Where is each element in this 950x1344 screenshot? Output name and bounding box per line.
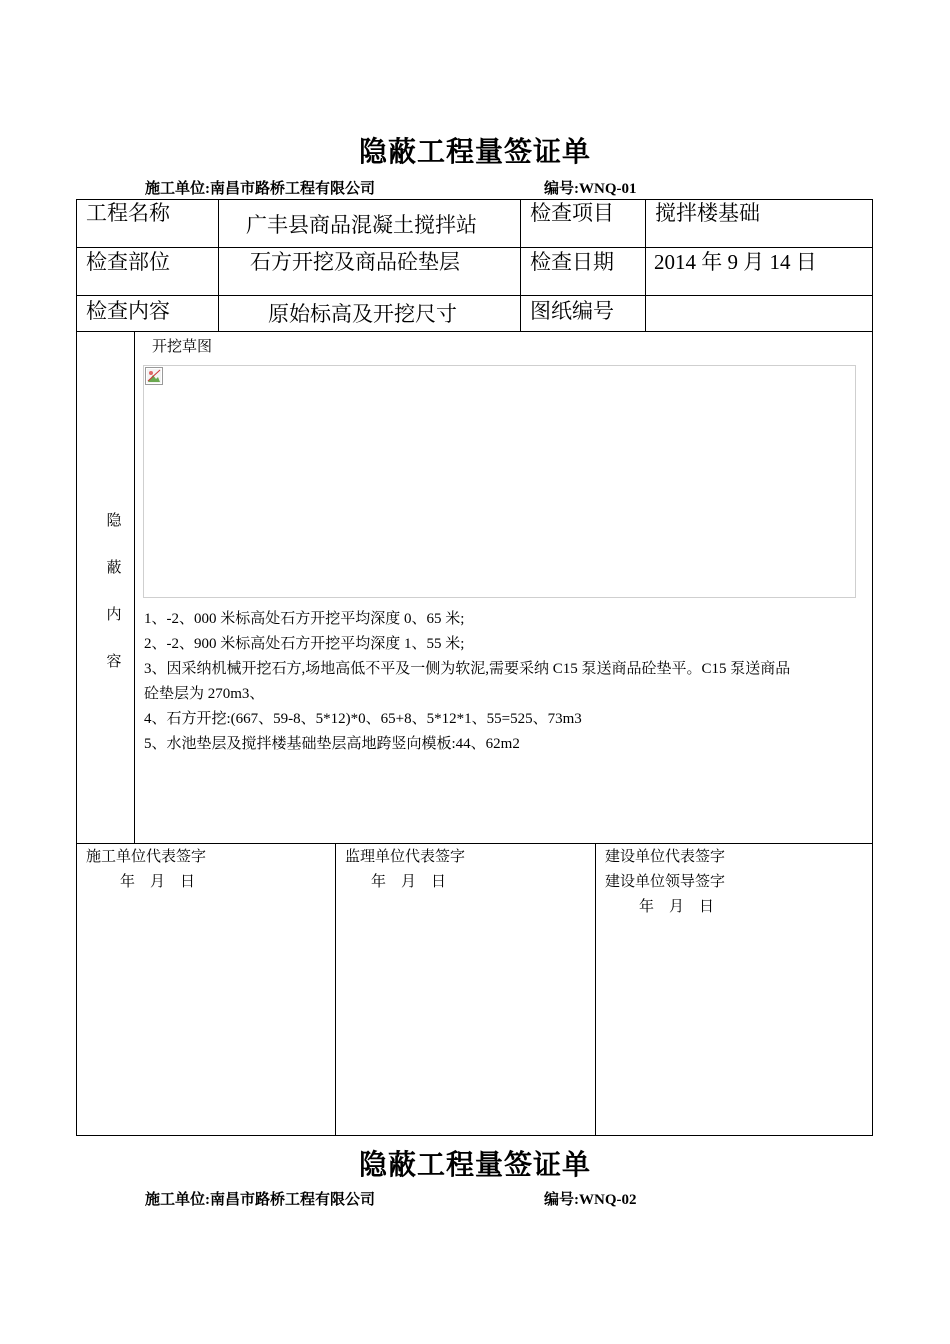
col-divider [218,199,219,332]
col-divider [595,843,596,1136]
hidden-label-char: 隐 [106,513,122,529]
note-line: 2、-2、900 米标高处石方开挖平均深度 1、55 米; [144,636,465,652]
note-line: 砼垫层为 270m3、 [144,686,265,702]
inspect-content-value: 原始标高及开挖尺寸 [268,302,457,326]
owner-rep-signature: 建设单位代表签字 [605,849,726,865]
inspect-date-value: 2014 年 9 月 14 日 [654,250,817,274]
inspect-part-value: 石方开挖及商品砼垫层 [250,250,460,274]
col-divider [335,843,336,1136]
form-number-2: 编号:WNQ-02 [544,1192,637,1208]
inspect-item-value: 搅拌楼基础 [655,201,760,225]
inspect-item-label: 检查项目 [530,201,614,225]
inspect-date-label: 检查日期 [530,250,614,274]
sketch-image-frame [143,365,856,598]
note-line: 3、因采纳机械开挖石方,场地高低不平及一侧为软泥,需要采纳 C15 泵送商品砼垫平。C15 泵送商品 [144,661,791,677]
drawing-no-label: 图纸编号 [530,299,614,323]
broken-image-icon [145,367,163,385]
row-divider [76,843,873,844]
hidden-label-char: 蔽 [106,560,122,576]
col-divider [520,199,521,332]
form-title-2: 隐蔽工程量签证单 [358,1150,591,1181]
inspect-part-label: 检查部位 [86,250,170,274]
hidden-label-char: 内 [106,607,122,623]
form-number: 编号:WNQ-01 [544,181,637,197]
contractor-line: 施工单位:南昌市路桥工程有限公司 [145,181,375,197]
contractor-line-2: 施工单位:南昌市路桥工程有限公司 [145,1192,375,1208]
col-divider [645,199,646,332]
project-name-label: 工程名称 [86,201,170,225]
sketch-label: 开挖草图 [152,339,213,355]
hidden-label-char: 容 [106,654,122,670]
project-name-value: 广丰县商品混凝土搅拌站 [246,213,477,237]
row-divider [76,295,873,296]
contractor-sign-date: 年 月 日 [120,874,196,890]
inspect-content-label: 检查内容 [86,299,170,323]
owner-leader-signature: 建设单位领导签字 [605,874,726,890]
note-line: 5、水池垫层及搅拌楼基础垫层高地跨竖向模板:44、62m2 [144,736,520,752]
owner-sign-date: 年 月 日 [639,899,715,915]
note-line: 4、石方开挖:(667、59-8、5*12)*0、65+8、5*12*1、55=525、73m3 [144,711,582,727]
row-divider [76,331,873,332]
note-line: 1、-2、000 米标高处石方开挖平均深度 0、65 米; [144,611,465,627]
contractor-rep-signature: 施工单位代表签字 [86,849,207,865]
supervisor-sign-date: 年 月 日 [371,874,447,890]
row-divider [76,247,873,248]
supervisor-rep-signature: 监理单位代表签字 [345,849,466,865]
col-divider [134,331,135,844]
form-title: 隐蔽工程量签证单 [358,137,591,168]
